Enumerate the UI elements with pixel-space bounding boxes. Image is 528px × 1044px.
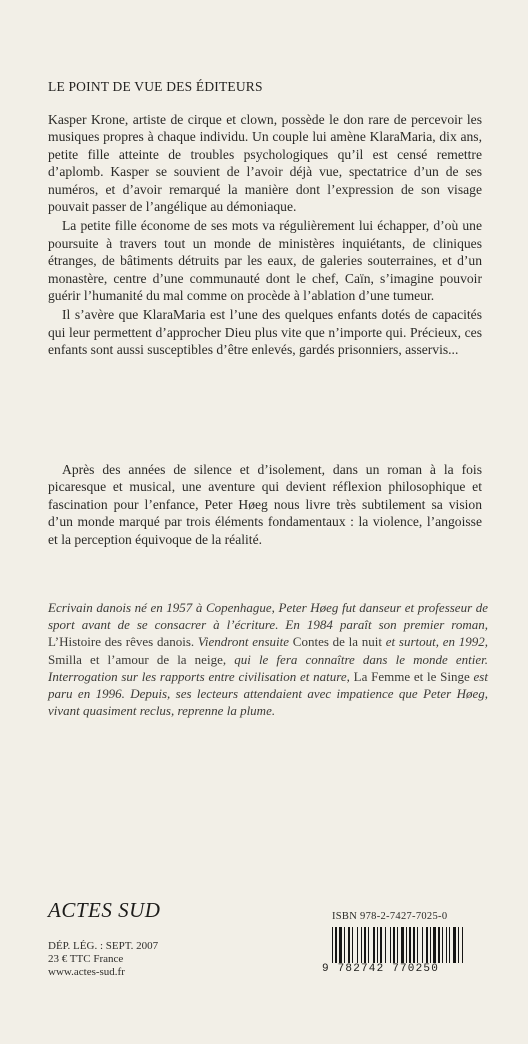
price: 23 € TTC France <box>48 953 124 965</box>
bio-text-2: Viendront ensuite <box>197 634 290 650</box>
editorial-summary <box>48 461 482 548</box>
publisher-logo: ACTES SUD <box>48 898 161 922</box>
barcode-digits: 9 782742 770250 <box>322 963 440 975</box>
legal-info <box>48 940 158 979</box>
bio-text-5: est paru en 1996. Depuis, ses lecteurs attendaient avec impatience que Peter Høeg, vivant quasiment reclus, reprenne la plume. <box>48 668 488 719</box>
book-title-4: La Femme et le Singe <box>353 668 470 684</box>
summary-paragraph: Après des années de silence et d’isolement, dans un roman à la fois picaresque et musical, une aventure qui devient réflexion philosophique et fascination pour l’enfance, Peter Høeg nous livre très subtilement sa vision d’un monde marqué par trois éléments fondamentaux : la violence, l’angoisse et la perception équivoque de la réalité. <box>48 462 482 547</box>
author-biography <box>48 599 488 719</box>
bio-text-4: qui le fera connaître dans le monde entier. Interrogation sur les rapports entre civilisation et nature, <box>48 651 488 684</box>
book-title-3: Smilla et l’amour de la neige, <box>48 651 227 667</box>
book-title-1: L’Histoire des rêves danois. <box>48 634 195 650</box>
publisher-website: www.actes-sud.fr <box>48 966 125 978</box>
book-title-2: Contes de la nuit <box>292 634 383 650</box>
section-heading: LE POINT DE VUE DES ÉDITEURS <box>48 79 263 94</box>
bio-text-3: et surtout, en 1992, <box>385 634 488 650</box>
bio-text-1: Ecrivain danois né en 1957 à Copenhague, Peter Høeg fut danseur et professeur de sport avant de se consacrer à l’écriture. En 1984 paraît son premier roman, <box>48 600 488 633</box>
synopsis-paragraph-3: Il s’avère que KlaraMaria est l’une des quelques enfants dotés de capacités qui leur permettent d’approcher Dieu plus vite que n’importe qui. Précieux, ces enfants sont aussi susceptibles d’être enlevés, gardés prisonniers, asservis... <box>48 307 482 358</box>
legal-deposit: DÉP. LÉG. : SEPT. 2007 <box>48 940 159 952</box>
barcode-image <box>330 927 494 963</box>
isbn: ISBN 978-2-7427-7025-0 <box>332 911 448 922</box>
synopsis-paragraph-1: Kasper Krone, artiste de cirque et clown, possède le don rare de percevoir les musiques propres à chaque individu. Un couple lui amène KlaraMaria, dix ans, petite fille atteinte de troubles psychologiques qu’il est censé remettre d’aplomb. Kasper se souvient de l’avoir déjà vue, spectatrice d’un de ses numéros, et d’avoir remarqué la manière dont l’expression de son visage pouvait passer de l’angélique au démoniaque. <box>48 112 482 215</box>
synopsis-paragraph-2: La petite fille économe de ses mots va régulièrement lui échapper, d’où une poursuite à travers tout un monde de ministères inquiétants, de cliniques étranges, de bâtiments détruits par les eaux, de galeries souterraines, et d’un monastère, centre d’une communauté dont le chef, Caïn, s’imagine pouvoir guérir l’humanité du mal comme on procède à l’ablation d’une tumeur. <box>48 218 482 304</box>
synopsis <box>48 111 482 359</box>
